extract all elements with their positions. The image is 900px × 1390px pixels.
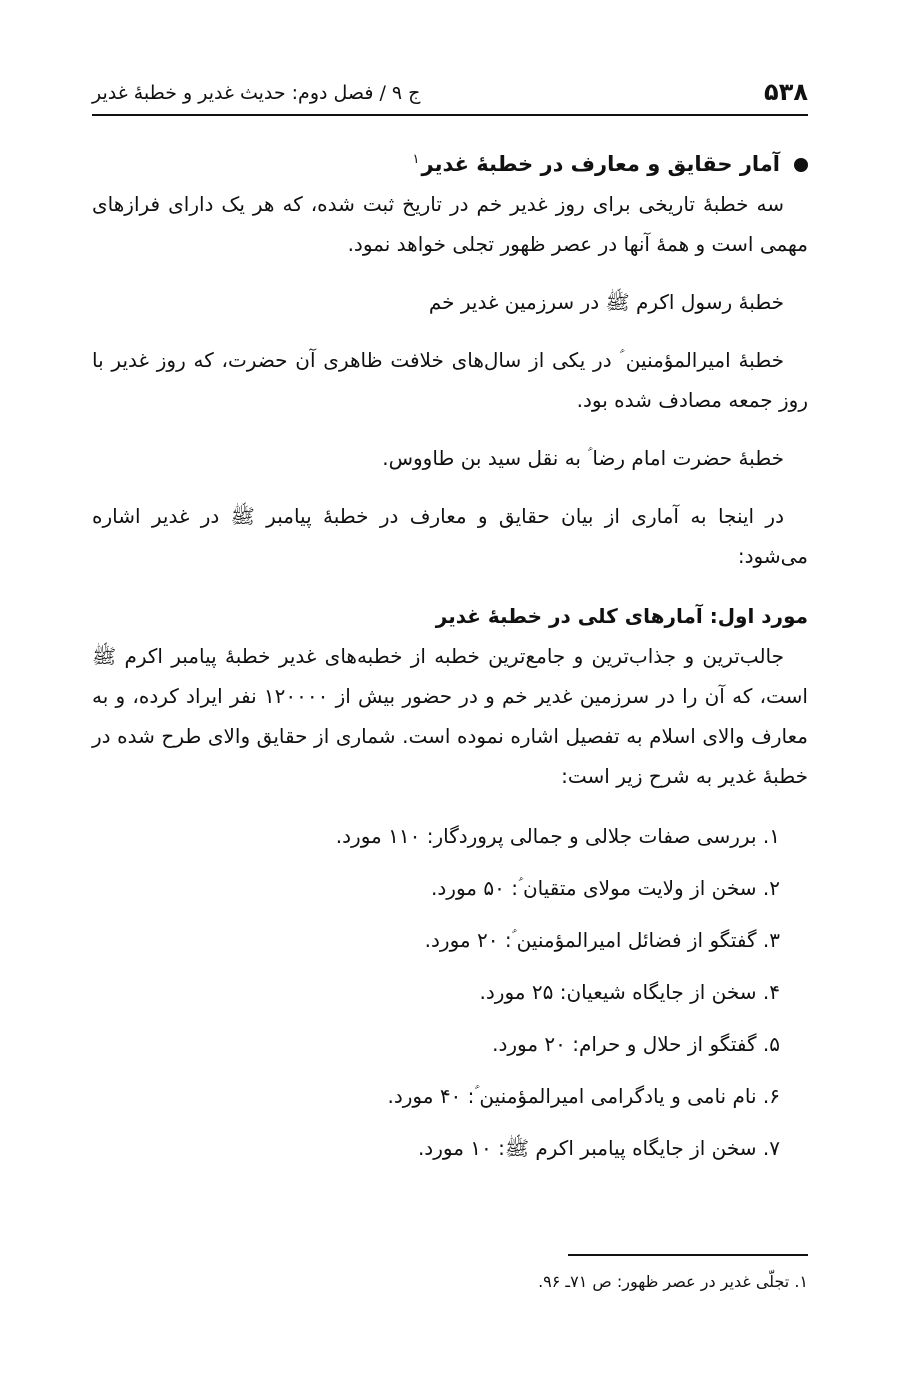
page-content: [92, 140, 808, 1174]
subsection-body: جالب‌ترین و جذاب‌ترین و جامع‌ترین خطبه از خطبه‌های غدیر خطبهٔ پیامبر اکرم ﷺ است، که آن را در سرزمین غدیر خم و در حضور بیش از ۱۲۰۰۰۰ نفر ایراد کرده، و به معارف والای اسلام به تفصیل اشاره نموده است. شماری از حقایق والای طرح شده در خطبهٔ غدیر به شرح زیر است:: [92, 644, 808, 788]
list-item: ۷. سخن از جایگاه پیامبر اکرم ﷺ: ۱۰ مورد.: [417, 1136, 780, 1160]
list-item: ۶. نام نامی و یادگرامی امیرالمؤمنین ؑ: ۴۰ مورد.: [387, 1084, 780, 1108]
running-title: ج ۹ / فصل دوم: حدیث غدیر و خطبهٔ غدیر: [92, 82, 421, 104]
list-item: ۴. سخن از جایگاه شیعیان: ۲۵ مورد.: [479, 980, 780, 1004]
subsection-heading: مورد اول: آمارهای کلی در خطبهٔ غدیر: [435, 604, 808, 628]
sermon-1-paragraph: خطبهٔ رسول اکرم ﷺ در سرزمین غدیر خم: [428, 290, 784, 314]
footnote-marker[interactable]: ۱: [412, 152, 420, 167]
book-page: [92, 0, 808, 1390]
list-item: ۵. گفتگو از حلال و حرام: ۲۰ مورد.: [492, 1032, 780, 1056]
section-heading: [92, 140, 808, 184]
footnote-divider: [568, 1254, 808, 1256]
list-item: ۱. بررسی صفات جلالی و جمالی پروردگار: ۱۱۰ مورد.: [335, 824, 780, 848]
sermon-3-paragraph: خطبهٔ حضرت امام رضا ؑ به نقل سید بن طاووس.: [382, 446, 784, 470]
page-header: [92, 74, 808, 116]
section-title: آمار حقایق و معارف در خطبهٔ غدیر: [421, 152, 780, 176]
stats-list: [92, 810, 808, 1174]
list-item: ۳. گفتگو از فضائل امیرالمؤمنین ؑ: ۲۰ مورد.: [424, 928, 780, 952]
page-number: ۵۳۸: [764, 78, 808, 106]
sermon-2-paragraph: خطبهٔ امیرالمؤمنین ؑ در یکی از سال‌های خلافت ظاهری آن حضرت، که روز غدیر با روز جمعه مصادف شده بود.: [92, 348, 808, 412]
intro-paragraph: سه خطبهٔ تاریخی برای روز غدیر خم در تاریخ ثبت شده، که هر یک دارای فرازهای مهمی است و همهٔ آنها در عصر ظهور تجلی خواهد نمود.: [92, 192, 808, 256]
list-item: ۲. سخن از ولایت مولای متقیان ؑ: ۵۰ مورد.: [431, 876, 780, 900]
bullet-icon: [794, 158, 808, 172]
footnote-text: ۱. تجلّی غدیر در عصر ظهور: ص ۷۱ـ ۹۶.: [538, 1272, 808, 1291]
transition-paragraph: در اینجا به آماری از بیان حقایق و معارف در خطبهٔ پیامبر ﷺ در غدیر اشاره می‌شود:: [92, 504, 808, 568]
